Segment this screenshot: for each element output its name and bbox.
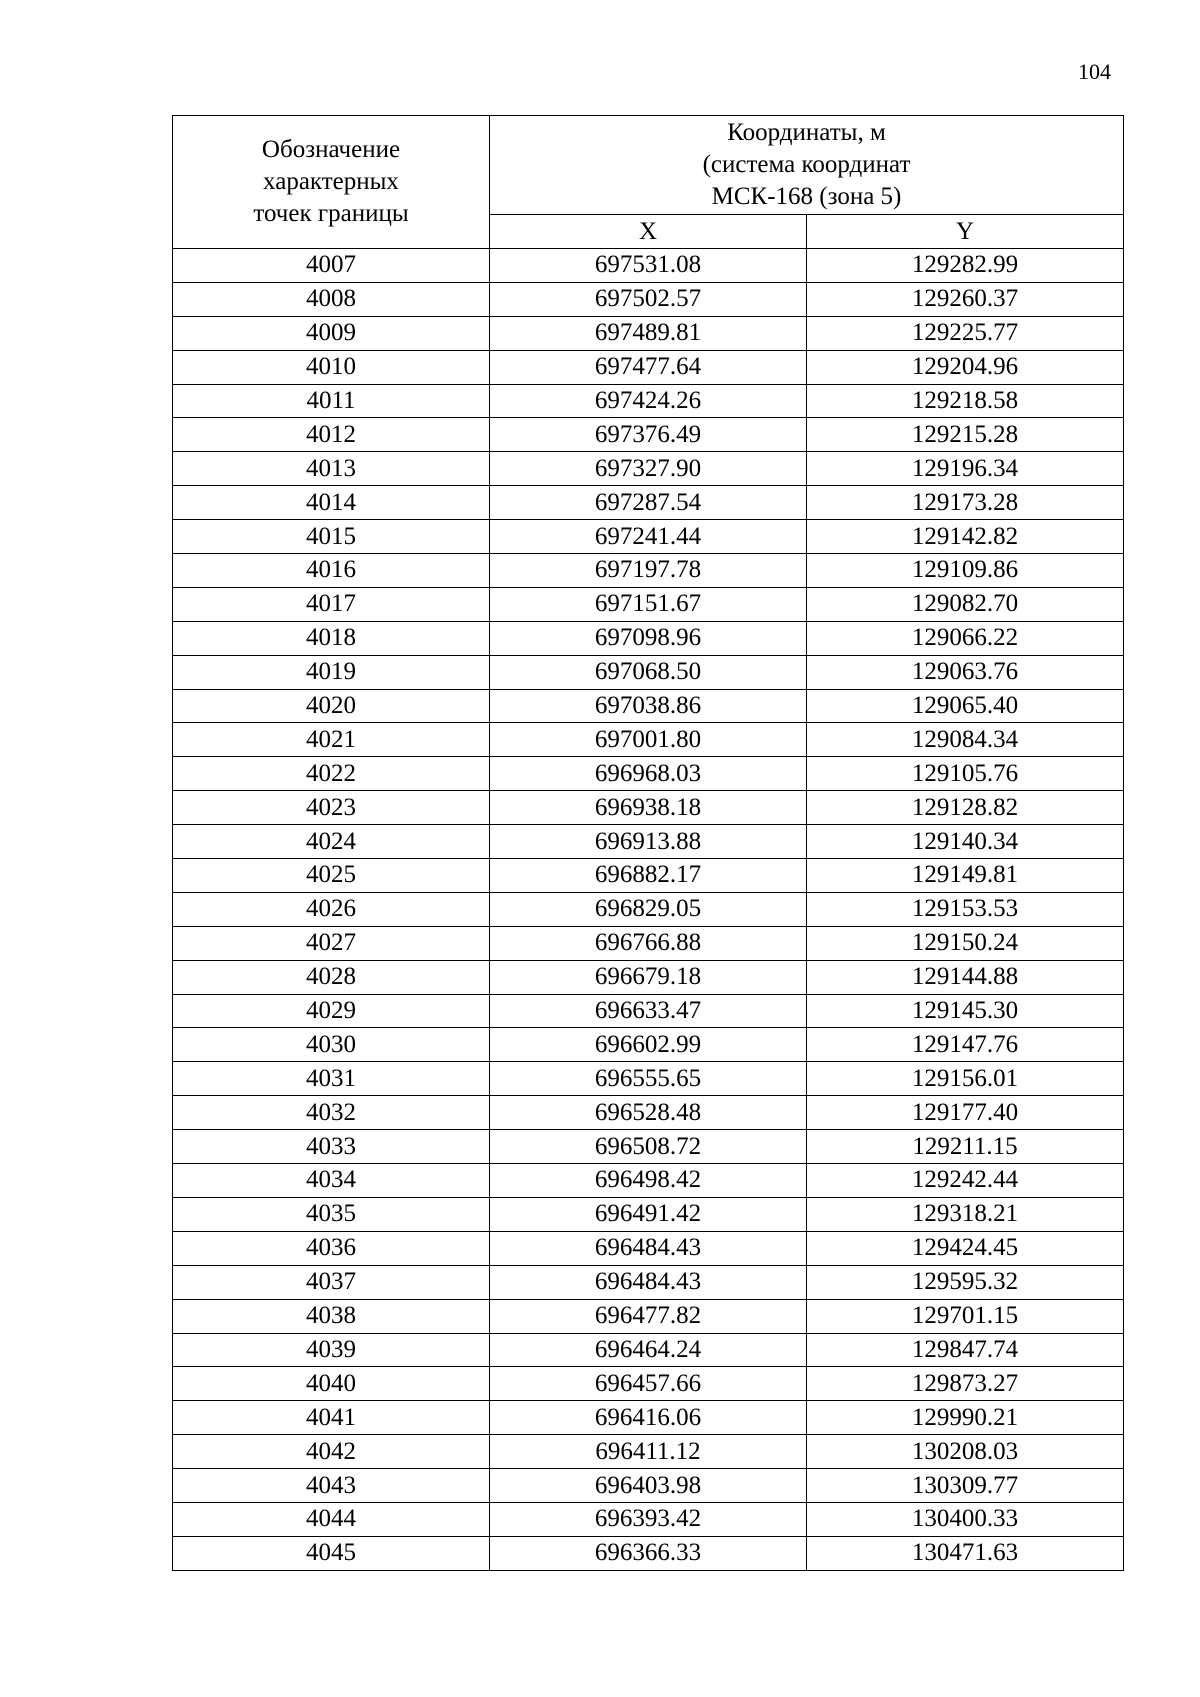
y-cell: 129128.82: [807, 791, 1124, 825]
table-row: [173, 1265, 1124, 1299]
point-cell: 4021: [173, 723, 490, 757]
x-cell: 697502.57: [490, 282, 807, 316]
point-cell: 4031: [173, 1062, 490, 1096]
y-cell: 129318.21: [807, 1197, 1124, 1231]
x-cell: 696528.48: [490, 1096, 807, 1130]
table-row: [173, 1333, 1124, 1367]
point-cell: 4030: [173, 1028, 490, 1062]
point-cell: 4037: [173, 1265, 490, 1299]
table-row: [173, 1130, 1124, 1164]
table-row: [173, 384, 1124, 418]
y-cell: 129147.76: [807, 1028, 1124, 1062]
point-cell: 4015: [173, 520, 490, 554]
y-cell: 129065.40: [807, 689, 1124, 723]
y-cell: 129156.01: [807, 1062, 1124, 1096]
x-cell: 696555.65: [490, 1062, 807, 1096]
x-cell: 696938.18: [490, 791, 807, 825]
table-row: [173, 1299, 1124, 1333]
y-column-header: Y: [807, 215, 1124, 249]
table-row: [173, 587, 1124, 621]
x-cell: 697287.54: [490, 486, 807, 520]
y-cell: 129260.37: [807, 282, 1124, 316]
y-cell: 129173.28: [807, 486, 1124, 520]
y-cell: 130309.77: [807, 1469, 1124, 1503]
y-cell: 130471.63: [807, 1536, 1124, 1570]
y-cell: 129150.24: [807, 926, 1124, 960]
table-row: [173, 1435, 1124, 1469]
point-header-line-2: характерных: [263, 168, 399, 195]
y-cell: 129242.44: [807, 1164, 1124, 1198]
table-row: [173, 1502, 1124, 1536]
point-cell: 4022: [173, 757, 490, 791]
table-row: [173, 1028, 1124, 1062]
table-row: [173, 1536, 1124, 1570]
point-header-line-1: Обозначение: [261, 136, 401, 163]
table-row: [173, 1231, 1124, 1265]
y-cell: 129066.22: [807, 621, 1124, 655]
x-cell: 696411.12: [490, 1435, 807, 1469]
point-cell: 4036: [173, 1231, 490, 1265]
point-cell: 4008: [173, 282, 490, 316]
point-cell: 4024: [173, 825, 490, 859]
point-cell: 4007: [173, 249, 490, 283]
point-cell: 4016: [173, 554, 490, 588]
x-cell: 696464.24: [490, 1333, 807, 1367]
point-cell: 4027: [173, 926, 490, 960]
point-cell: 4032: [173, 1096, 490, 1130]
point-cell: 4014: [173, 486, 490, 520]
point-cell: 4038: [173, 1299, 490, 1333]
y-cell: 129701.15: [807, 1299, 1124, 1333]
y-cell: 129225.77: [807, 316, 1124, 350]
x-cell: 697241.44: [490, 520, 807, 554]
table-row: [173, 960, 1124, 994]
x-cell: 696882.17: [490, 859, 807, 893]
y-cell: 129215.28: [807, 418, 1124, 452]
x-cell: 697068.50: [490, 655, 807, 689]
table-row: [173, 791, 1124, 825]
point-cell: 4035: [173, 1197, 490, 1231]
point-cell: 4011: [173, 384, 490, 418]
y-cell: 129204.96: [807, 350, 1124, 384]
x-cell: 696829.05: [490, 892, 807, 926]
table-row: [173, 892, 1124, 926]
point-cell: 4025: [173, 859, 490, 893]
table-row: [173, 655, 1124, 689]
point-cell: 4012: [173, 418, 490, 452]
page-number: 104: [1078, 59, 1111, 84]
point-cell: 4039: [173, 1333, 490, 1367]
point-cell: 4044: [173, 1502, 490, 1536]
y-cell: 129847.74: [807, 1333, 1124, 1367]
x-cell: 697038.86: [490, 689, 807, 723]
x-cell: 696491.42: [490, 1197, 807, 1231]
table-row: [173, 1197, 1124, 1231]
y-cell: 129145.30: [807, 994, 1124, 1028]
point-cell: 4034: [173, 1164, 490, 1198]
point-cell: 4020: [173, 689, 490, 723]
table-row: [173, 282, 1124, 316]
y-cell: 129149.81: [807, 859, 1124, 893]
point-cell: 4017: [173, 587, 490, 621]
x-cell: 697151.67: [490, 587, 807, 621]
y-cell: 129084.34: [807, 723, 1124, 757]
table-row: [173, 350, 1124, 384]
x-cell: 697327.90: [490, 452, 807, 486]
x-cell: 697489.81: [490, 316, 807, 350]
x-cell: 696457.66: [490, 1367, 807, 1401]
x-cell: 696766.88: [490, 926, 807, 960]
table-row: [173, 1096, 1124, 1130]
x-cell: 697531.08: [490, 249, 807, 283]
x-cell: 696679.18: [490, 960, 807, 994]
point-header-line-3: точек границы: [253, 200, 409, 227]
point-cell: 4040: [173, 1367, 490, 1401]
x-cell: 697098.96: [490, 621, 807, 655]
x-cell: 696403.98: [490, 1469, 807, 1503]
coordinates-table: [172, 115, 1124, 1571]
point-cell: 4028: [173, 960, 490, 994]
y-cell: 130208.03: [807, 1435, 1124, 1469]
table-row: [173, 723, 1124, 757]
table-row: [173, 1164, 1124, 1198]
point-cell: 4041: [173, 1401, 490, 1435]
y-cell: 129990.21: [807, 1401, 1124, 1435]
x-cell: 696968.03: [490, 757, 807, 791]
table-row: [173, 1062, 1124, 1096]
point-cell: 4033: [173, 1130, 490, 1164]
x-cell: 696366.33: [490, 1536, 807, 1570]
table-row: [173, 1367, 1124, 1401]
y-cell: 129177.40: [807, 1096, 1124, 1130]
table-row: [173, 452, 1124, 486]
y-cell: 130400.33: [807, 1502, 1124, 1536]
point-cell: 4019: [173, 655, 490, 689]
coordinates-header: [490, 116, 1124, 215]
x-cell: 696913.88: [490, 825, 807, 859]
table-row: [173, 1469, 1124, 1503]
x-cell: 697477.64: [490, 350, 807, 384]
point-cell: 4029: [173, 994, 490, 1028]
y-cell: 129595.32: [807, 1265, 1124, 1299]
point-cell: 4023: [173, 791, 490, 825]
table-row: [173, 825, 1124, 859]
table-row: [173, 554, 1124, 588]
point-cell: 4018: [173, 621, 490, 655]
table-body: [173, 249, 1124, 1571]
table-row: [173, 689, 1124, 723]
x-cell: 696508.72: [490, 1130, 807, 1164]
x-cell: 697424.26: [490, 384, 807, 418]
x-cell: 696484.43: [490, 1231, 807, 1265]
y-cell: 129082.70: [807, 587, 1124, 621]
table-row: [173, 316, 1124, 350]
point-cell: 4026: [173, 892, 490, 926]
point-cell: 4042: [173, 1435, 490, 1469]
coords-header-line-3: МСК-168 (зона 5): [711, 183, 902, 211]
table-row: [173, 249, 1124, 283]
y-cell: 129140.34: [807, 825, 1124, 859]
x-cell: 696477.82: [490, 1299, 807, 1333]
x-column-header: X: [490, 215, 807, 249]
x-cell: 697376.49: [490, 418, 807, 452]
table-row: [173, 859, 1124, 893]
x-cell: 696633.47: [490, 994, 807, 1028]
y-cell: 129211.15: [807, 1130, 1124, 1164]
point-cell: 4013: [173, 452, 490, 486]
table-row: [173, 486, 1124, 520]
table-row: [173, 994, 1124, 1028]
x-cell: 696484.43: [490, 1265, 807, 1299]
y-cell: 129196.34: [807, 452, 1124, 486]
table-row: [173, 418, 1124, 452]
y-cell: 129144.88: [807, 960, 1124, 994]
point-designation-header: [173, 116, 490, 249]
y-cell: 129063.76: [807, 655, 1124, 689]
y-cell: 129873.27: [807, 1367, 1124, 1401]
table-row: [173, 520, 1124, 554]
point-cell: 4043: [173, 1469, 490, 1503]
y-cell: 129109.86: [807, 554, 1124, 588]
header-row-top: [173, 116, 1124, 215]
x-cell: 697001.80: [490, 723, 807, 757]
y-cell: 129282.99: [807, 249, 1124, 283]
y-cell: 129153.53: [807, 892, 1124, 926]
coords-header-line-1: Координаты, м: [727, 119, 886, 147]
table-header: [173, 116, 1124, 249]
point-cell: 4009: [173, 316, 490, 350]
point-cell: 4045: [173, 1536, 490, 1570]
x-cell: 696393.42: [490, 1502, 807, 1536]
point-cell: 4010: [173, 350, 490, 384]
x-cell: 696416.06: [490, 1401, 807, 1435]
table-row: [173, 621, 1124, 655]
table-row: [173, 926, 1124, 960]
y-cell: 129424.45: [807, 1231, 1124, 1265]
y-cell: 129218.58: [807, 384, 1124, 418]
table-row: [173, 757, 1124, 791]
y-cell: 129105.76: [807, 757, 1124, 791]
x-cell: 696498.42: [490, 1164, 807, 1198]
x-cell: 697197.78: [490, 554, 807, 588]
y-cell: 129142.82: [807, 520, 1124, 554]
table-row: [173, 1401, 1124, 1435]
coords-header-line-2: (система координат: [702, 151, 911, 179]
x-cell: 696602.99: [490, 1028, 807, 1062]
